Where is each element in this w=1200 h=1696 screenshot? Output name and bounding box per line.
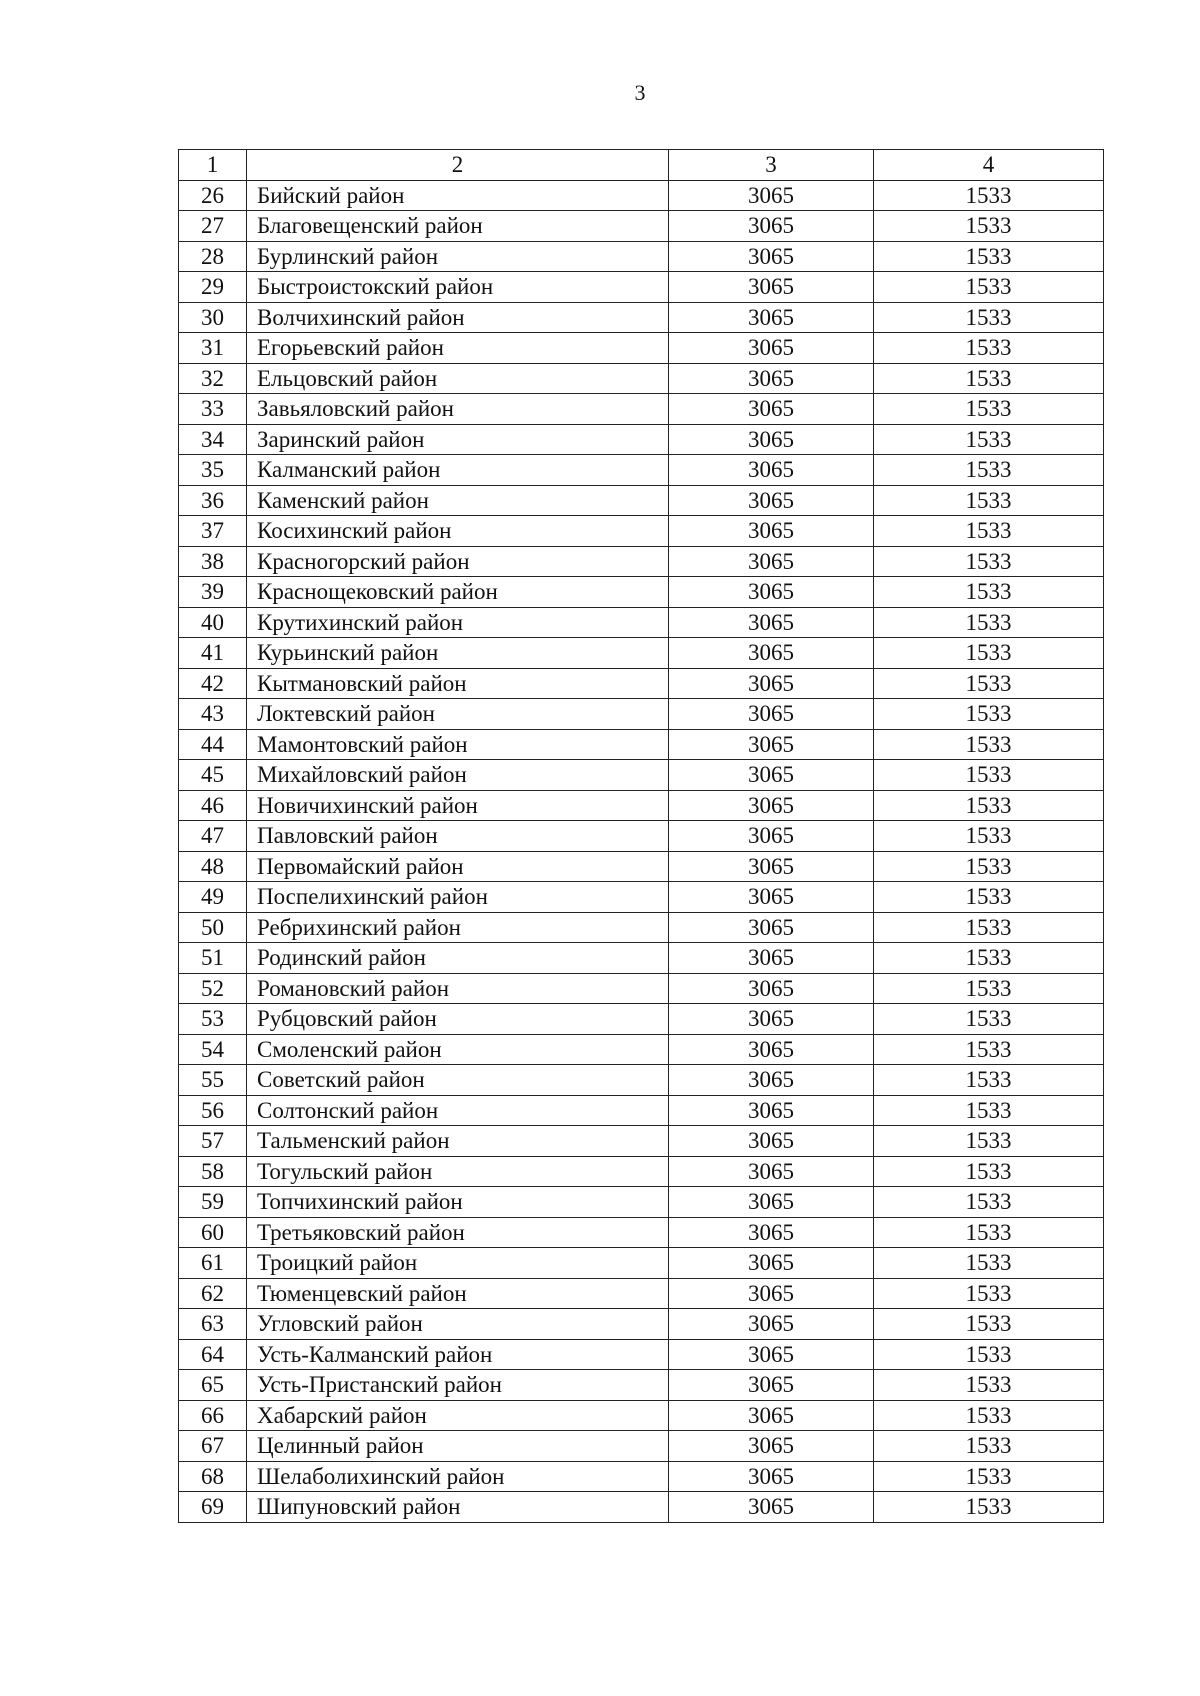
- row-number-cell: 44: [179, 729, 247, 760]
- row-number-cell: 69: [179, 1492, 247, 1523]
- table-row: [179, 180, 1104, 211]
- row-number-cell: 27: [179, 211, 247, 242]
- value-col3-cell: 3065: [669, 302, 874, 333]
- district-name-cell: Усть-Калманский район: [247, 1339, 669, 1370]
- district-name-cell: Курьинский район: [247, 638, 669, 669]
- row-number-cell: 30: [179, 302, 247, 333]
- value-col4-cell: 1533: [874, 1187, 1104, 1218]
- district-name-cell: Бийский район: [247, 180, 669, 211]
- row-number-cell: 40: [179, 607, 247, 638]
- row-number-cell: 42: [179, 668, 247, 699]
- table-row: [179, 1187, 1104, 1218]
- row-number-cell: 64: [179, 1339, 247, 1370]
- value-col4-cell: 1533: [874, 241, 1104, 272]
- value-col4-cell: 1533: [874, 180, 1104, 211]
- district-name-cell: Бурлинский район: [247, 241, 669, 272]
- table-row: [179, 1461, 1104, 1492]
- value-col3-cell: 3065: [669, 1034, 874, 1065]
- table-row: [179, 241, 1104, 272]
- value-col4-cell: 1533: [874, 485, 1104, 516]
- district-name-cell: Советский район: [247, 1065, 669, 1096]
- table-row: [179, 1217, 1104, 1248]
- value-col3-cell: 3065: [669, 607, 874, 638]
- value-col3-cell: 3065: [669, 211, 874, 242]
- district-name-cell: Первомайский район: [247, 851, 669, 882]
- row-number-cell: 62: [179, 1278, 247, 1309]
- row-number-cell: 45: [179, 760, 247, 791]
- value-col4-cell: 1533: [874, 1492, 1104, 1523]
- header-cell-4: 4: [874, 150, 1104, 181]
- district-name-cell: Рубцовский район: [247, 1004, 669, 1035]
- value-col3-cell: 3065: [669, 668, 874, 699]
- value-col3-cell: 3065: [669, 882, 874, 913]
- table-row: [179, 272, 1104, 303]
- table-row: [179, 577, 1104, 608]
- table-row: [179, 1126, 1104, 1157]
- row-number-cell: 37: [179, 516, 247, 547]
- district-name-cell: Ребрихинский район: [247, 912, 669, 943]
- row-number-cell: 47: [179, 821, 247, 852]
- table-row: [179, 302, 1104, 333]
- row-number-cell: 35: [179, 455, 247, 486]
- table-row: [179, 1065, 1104, 1096]
- table-row: [179, 729, 1104, 760]
- table-row: [179, 638, 1104, 669]
- value-col3-cell: 3065: [669, 943, 874, 974]
- value-col3-cell: 3065: [669, 760, 874, 791]
- value-col3-cell: 3065: [669, 1248, 874, 1279]
- value-col4-cell: 1533: [874, 790, 1104, 821]
- value-col3-cell: 3065: [669, 1217, 874, 1248]
- value-col3-cell: 3065: [669, 1126, 874, 1157]
- value-col3-cell: 3065: [669, 363, 874, 394]
- value-col4-cell: 1533: [874, 1217, 1104, 1248]
- row-number-cell: 38: [179, 546, 247, 577]
- table-header-row: [179, 150, 1104, 181]
- value-col3-cell: 3065: [669, 1339, 874, 1370]
- value-col3-cell: 3065: [669, 912, 874, 943]
- district-name-cell: Солтонский район: [247, 1095, 669, 1126]
- table-row: [179, 485, 1104, 516]
- value-col4-cell: 1533: [874, 973, 1104, 1004]
- district-name-cell: Каменский район: [247, 485, 669, 516]
- row-number-cell: 65: [179, 1370, 247, 1401]
- value-col3-cell: 3065: [669, 1187, 874, 1218]
- table-row: [179, 1095, 1104, 1126]
- value-col4-cell: 1533: [874, 516, 1104, 547]
- row-number-cell: 66: [179, 1400, 247, 1431]
- district-name-cell: Крутихинский район: [247, 607, 669, 638]
- district-name-cell: Новичихинский район: [247, 790, 669, 821]
- row-number-cell: 68: [179, 1461, 247, 1492]
- row-number-cell: 52: [179, 973, 247, 1004]
- row-number-cell: 28: [179, 241, 247, 272]
- value-col4-cell: 1533: [874, 1126, 1104, 1157]
- value-col4-cell: 1533: [874, 577, 1104, 608]
- table-row: [179, 882, 1104, 913]
- row-number-cell: 48: [179, 851, 247, 882]
- value-col4-cell: 1533: [874, 424, 1104, 455]
- district-name-cell: Михайловский район: [247, 760, 669, 791]
- value-col3-cell: 3065: [669, 1095, 874, 1126]
- value-col3-cell: 3065: [669, 729, 874, 760]
- table-row: [179, 1156, 1104, 1187]
- row-number-cell: 32: [179, 363, 247, 394]
- row-number-cell: 31: [179, 333, 247, 364]
- value-col3-cell: 3065: [669, 1492, 874, 1523]
- row-number-cell: 26: [179, 180, 247, 211]
- header-cell-1: 1: [179, 150, 247, 181]
- value-col4-cell: 1533: [874, 1339, 1104, 1370]
- table-row: [179, 1309, 1104, 1340]
- row-number-cell: 53: [179, 1004, 247, 1035]
- district-name-cell: Волчихинский район: [247, 302, 669, 333]
- district-name-cell: Ельцовский район: [247, 363, 669, 394]
- table-row: [179, 851, 1104, 882]
- value-col4-cell: 1533: [874, 272, 1104, 303]
- value-col3-cell: 3065: [669, 394, 874, 425]
- value-col4-cell: 1533: [874, 363, 1104, 394]
- table-row: [179, 211, 1104, 242]
- value-col3-cell: 3065: [669, 516, 874, 547]
- value-col4-cell: 1533: [874, 760, 1104, 791]
- value-col3-cell: 3065: [669, 333, 874, 364]
- district-name-cell: Смоленский район: [247, 1034, 669, 1065]
- district-name-cell: Локтевский район: [247, 699, 669, 730]
- value-col4-cell: 1533: [874, 607, 1104, 638]
- table-row: [179, 1370, 1104, 1401]
- table-row: [179, 455, 1104, 486]
- value-col4-cell: 1533: [874, 699, 1104, 730]
- value-col3-cell: 3065: [669, 638, 874, 669]
- table-row: [179, 363, 1104, 394]
- table-row: [179, 516, 1104, 547]
- table-row: [179, 333, 1104, 364]
- value-col4-cell: 1533: [874, 1034, 1104, 1065]
- table-row: [179, 1492, 1104, 1523]
- table-row: [179, 1034, 1104, 1065]
- table-row: [179, 394, 1104, 425]
- value-col3-cell: 3065: [669, 1400, 874, 1431]
- table-row: [179, 790, 1104, 821]
- value-col3-cell: 3065: [669, 973, 874, 1004]
- district-name-cell: Тогульский район: [247, 1156, 669, 1187]
- row-number-cell: 50: [179, 912, 247, 943]
- value-col4-cell: 1533: [874, 1461, 1104, 1492]
- row-number-cell: 51: [179, 943, 247, 974]
- row-number-cell: 29: [179, 272, 247, 303]
- value-col3-cell: 3065: [669, 851, 874, 882]
- row-number-cell: 67: [179, 1431, 247, 1462]
- district-name-cell: Топчихинский район: [247, 1187, 669, 1218]
- district-name-cell: Шелаболихинский район: [247, 1461, 669, 1492]
- district-name-cell: Благовещенский район: [247, 211, 669, 242]
- table-row: [179, 424, 1104, 455]
- row-number-cell: 43: [179, 699, 247, 730]
- table-row: [179, 668, 1104, 699]
- row-number-cell: 60: [179, 1217, 247, 1248]
- value-col4-cell: 1533: [874, 546, 1104, 577]
- row-number-cell: 36: [179, 485, 247, 516]
- district-name-cell: Усть-Пристанский район: [247, 1370, 669, 1401]
- value-col3-cell: 3065: [669, 1309, 874, 1340]
- value-col4-cell: 1533: [874, 1065, 1104, 1096]
- value-col4-cell: 1533: [874, 1400, 1104, 1431]
- value-col4-cell: 1533: [874, 394, 1104, 425]
- table-body: [179, 180, 1104, 1522]
- value-col4-cell: 1533: [874, 1278, 1104, 1309]
- value-col4-cell: 1533: [874, 1370, 1104, 1401]
- value-col3-cell: 3065: [669, 455, 874, 486]
- page-number: 3: [634, 80, 646, 105]
- district-name-cell: Поспелихинский район: [247, 882, 669, 913]
- district-name-cell: Косихинский район: [247, 516, 669, 547]
- table-row: [179, 760, 1104, 791]
- row-number-cell: 57: [179, 1126, 247, 1157]
- table-row: [179, 1431, 1104, 1462]
- row-number-cell: 39: [179, 577, 247, 608]
- row-number-cell: 56: [179, 1095, 247, 1126]
- table-row: [179, 607, 1104, 638]
- header-cell-2: 2: [247, 150, 669, 181]
- value-col4-cell: 1533: [874, 1004, 1104, 1035]
- value-col4-cell: 1533: [874, 943, 1104, 974]
- row-number-cell: 63: [179, 1309, 247, 1340]
- value-col4-cell: 1533: [874, 455, 1104, 486]
- value-col4-cell: 1533: [874, 729, 1104, 760]
- table-row: [179, 1400, 1104, 1431]
- value-col4-cell: 1533: [874, 821, 1104, 852]
- table-row: [179, 699, 1104, 730]
- value-col4-cell: 1533: [874, 302, 1104, 333]
- value-col3-cell: 3065: [669, 1156, 874, 1187]
- district-name-cell: Завьяловский район: [247, 394, 669, 425]
- row-number-cell: 55: [179, 1065, 247, 1096]
- value-col4-cell: 1533: [874, 333, 1104, 364]
- value-col3-cell: 3065: [669, 546, 874, 577]
- district-name-cell: Романовский район: [247, 973, 669, 1004]
- table-row: [179, 943, 1104, 974]
- table-row: [179, 546, 1104, 577]
- district-name-cell: Троицкий район: [247, 1248, 669, 1279]
- value-col3-cell: 3065: [669, 1004, 874, 1035]
- district-name-cell: Целинный район: [247, 1431, 669, 1462]
- value-col4-cell: 1533: [874, 1431, 1104, 1462]
- table-row: [179, 1004, 1104, 1035]
- district-name-cell: Тюменцевский район: [247, 1278, 669, 1309]
- value-col3-cell: 3065: [669, 1065, 874, 1096]
- row-number-cell: 46: [179, 790, 247, 821]
- value-col3-cell: 3065: [669, 1461, 874, 1492]
- district-name-cell: Третьяковский район: [247, 1217, 669, 1248]
- row-number-cell: 61: [179, 1248, 247, 1279]
- row-number-cell: 59: [179, 1187, 247, 1218]
- value-col3-cell: 3065: [669, 1370, 874, 1401]
- value-col3-cell: 3065: [669, 699, 874, 730]
- header-cell-3: 3: [669, 150, 874, 181]
- value-col4-cell: 1533: [874, 912, 1104, 943]
- value-col4-cell: 1533: [874, 211, 1104, 242]
- districts-table: [178, 149, 1104, 1523]
- row-number-cell: 54: [179, 1034, 247, 1065]
- district-name-cell: Быстроистокский район: [247, 272, 669, 303]
- district-name-cell: Угловский район: [247, 1309, 669, 1340]
- district-name-cell: Павловский район: [247, 821, 669, 852]
- table-row: [179, 1278, 1104, 1309]
- value-col4-cell: 1533: [874, 1248, 1104, 1279]
- district-name-cell: Кытмановский район: [247, 668, 669, 699]
- row-number-cell: 49: [179, 882, 247, 913]
- district-name-cell: Мамонтовский район: [247, 729, 669, 760]
- value-col3-cell: 3065: [669, 821, 874, 852]
- value-col3-cell: 3065: [669, 1431, 874, 1462]
- value-col3-cell: 3065: [669, 424, 874, 455]
- table-row: [179, 821, 1104, 852]
- value-col3-cell: 3065: [669, 241, 874, 272]
- row-number-cell: 34: [179, 424, 247, 455]
- table-row: [179, 912, 1104, 943]
- value-col4-cell: 1533: [874, 638, 1104, 669]
- value-col4-cell: 1533: [874, 851, 1104, 882]
- value-col3-cell: 3065: [669, 485, 874, 516]
- value-col4-cell: 1533: [874, 1156, 1104, 1187]
- row-number-cell: 41: [179, 638, 247, 669]
- district-name-cell: Заринский район: [247, 424, 669, 455]
- value-col3-cell: 3065: [669, 790, 874, 821]
- row-number-cell: 33: [179, 394, 247, 425]
- value-col4-cell: 1533: [874, 668, 1104, 699]
- value-col4-cell: 1533: [874, 1095, 1104, 1126]
- table-row: [179, 1248, 1104, 1279]
- value-col4-cell: 1533: [874, 882, 1104, 913]
- row-number-cell: 58: [179, 1156, 247, 1187]
- value-col3-cell: 3065: [669, 180, 874, 211]
- district-name-cell: Шипуновский район: [247, 1492, 669, 1523]
- table-row: [179, 973, 1104, 1004]
- district-name-cell: Егорьевский район: [247, 333, 669, 364]
- value-col3-cell: 3065: [669, 577, 874, 608]
- district-name-cell: Тальменский район: [247, 1126, 669, 1157]
- value-col4-cell: 1533: [874, 1309, 1104, 1340]
- value-col3-cell: 3065: [669, 272, 874, 303]
- value-col3-cell: 3065: [669, 1278, 874, 1309]
- district-name-cell: Красногорский район: [247, 546, 669, 577]
- table-row: [179, 1339, 1104, 1370]
- district-name-cell: Краснощековский район: [247, 577, 669, 608]
- district-name-cell: Калманский район: [247, 455, 669, 486]
- district-name-cell: Хабарский район: [247, 1400, 669, 1431]
- district-name-cell: Родинский район: [247, 943, 669, 974]
